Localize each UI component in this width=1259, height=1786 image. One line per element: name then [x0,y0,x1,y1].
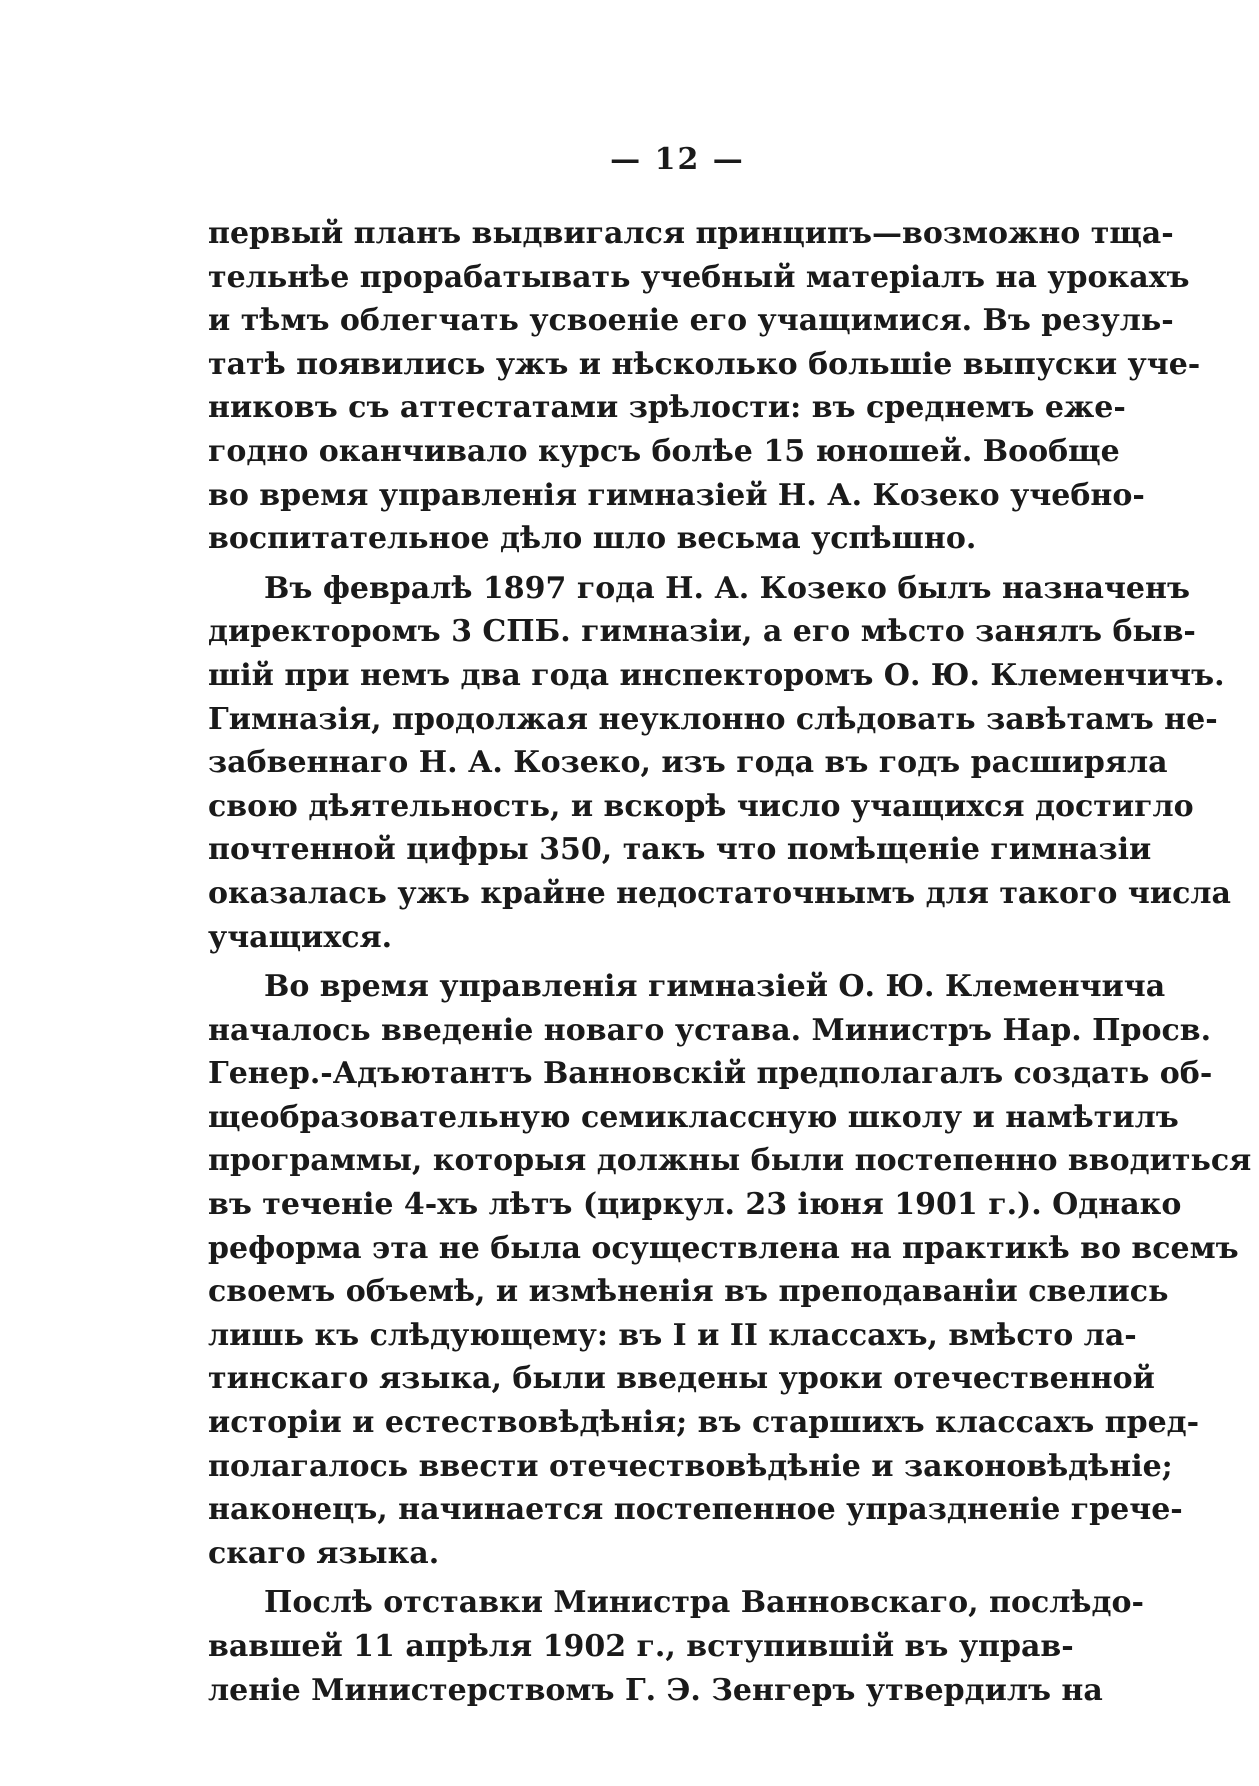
paragraph [208,1581,1144,1712]
text-line: лишь къ слѣдующему: въ I и II классахъ, вмѣсто ла- [208,1317,1137,1353]
text-line: въ теченіе 4-хъ лѣтъ (циркул. 23 іюня 1901 г.). Однако [208,1187,1182,1223]
text-line: исторіи и естествовѣдѣнія; въ старшихъ классахъ пред- [208,1405,1200,1441]
text-line: скаго языка. [208,1535,440,1571]
text-line: началось введеніе новаго устава. Министръ Нар. Просв. [208,1012,1212,1048]
text-line: первый планъ выдвигался принципъ—возможно тща- [208,216,1174,251]
text-line: Послѣ отставки Министра Ванновскаго, послѣдо- [264,1585,1144,1621]
text-line: реформа эта не была осуществлена на практикѣ во всемъ [208,1230,1239,1266]
text-line: леніе Министерствомъ Г. Э. Зенгеръ утвердилъ на [208,1672,1103,1708]
text-line: тельнѣе прорабатывать учебный матеріалъ на урокахъ [208,259,1190,295]
text-line: оказалась ужъ крайне недостаточнымъ для такого числа [208,875,1231,911]
text-line: наконецъ, начинается постепенное упраздненіе грече- [208,1492,1183,1528]
text-line: почтенной цифры 350, такъ что помѣщеніе гимназіи [208,832,1152,868]
text-line: своемъ объемѣ, и измѣненія въ преподаваніи свелись [208,1274,1169,1310]
text-line: и тѣмъ облегчать усвоеніе его учащимися. Въ резуль- [208,303,1174,339]
page-number: — 12 — [610,142,745,177]
text-line: вавшей 11 апрѣля 1902 г., вступившій въ управ- [208,1629,1074,1664]
text-line: шій при немъ два года инспекторомъ О. Ю. Клеменчичъ. [208,657,1225,693]
paragraph [208,212,1201,561]
text-line: директоромъ 3 СПБ. гимназіи, а его мѣсто занялъ быв- [208,614,1196,650]
text-line: учащихся. [208,919,393,955]
text-line: во время управленія гимназіей Н. А. Козеко учебно- [208,477,1145,513]
text-line: тинскаго языка, были введены уроки отечественной [208,1361,1155,1397]
text-line: забвеннаго Н. А. Козеко, изъ года въ годъ расширяла [208,745,1168,781]
text-line: Генер.-Адъютантъ Ванновскій предполагалъ создать об- [208,1056,1213,1092]
paragraph [208,965,1252,1575]
text-line: Гимназія, продолжая неуклонно слѣдовать завѣтамъ не- [208,701,1218,737]
text-line: свою дѣятельность, и вскорѣ число учащихся достигло [208,788,1194,824]
text-line: программы, которыя должны были постепенно вводиться [208,1143,1252,1179]
text-line: воспитательное дѣло шло весьма успѣшно. [208,521,977,557]
text-line: татѣ появились ужъ и нѣсколько большіе выпуски уче- [208,346,1201,382]
text-line: полагалось ввести отечествовѣдѣніе и законовѣдѣніе; [208,1448,1173,1484]
text-line: щеобразовательную семиклассную школу и намѣтилъ [208,1099,1179,1135]
text-line: Во время управленія гимназіей О. Ю. Клеменчича [264,969,1166,1005]
paragraph [208,567,1231,959]
text-line: годно оканчивало курсъ болѣе 15 юношей. Вообще [208,433,1120,469]
text-line: никовъ съ аттестатами зрѣлости: въ среднемъ еже- [208,390,1126,426]
body-text [208,212,1252,1712]
text-line: Въ февралѣ 1897 года Н. А. Козеко былъ назначенъ [264,570,1190,606]
